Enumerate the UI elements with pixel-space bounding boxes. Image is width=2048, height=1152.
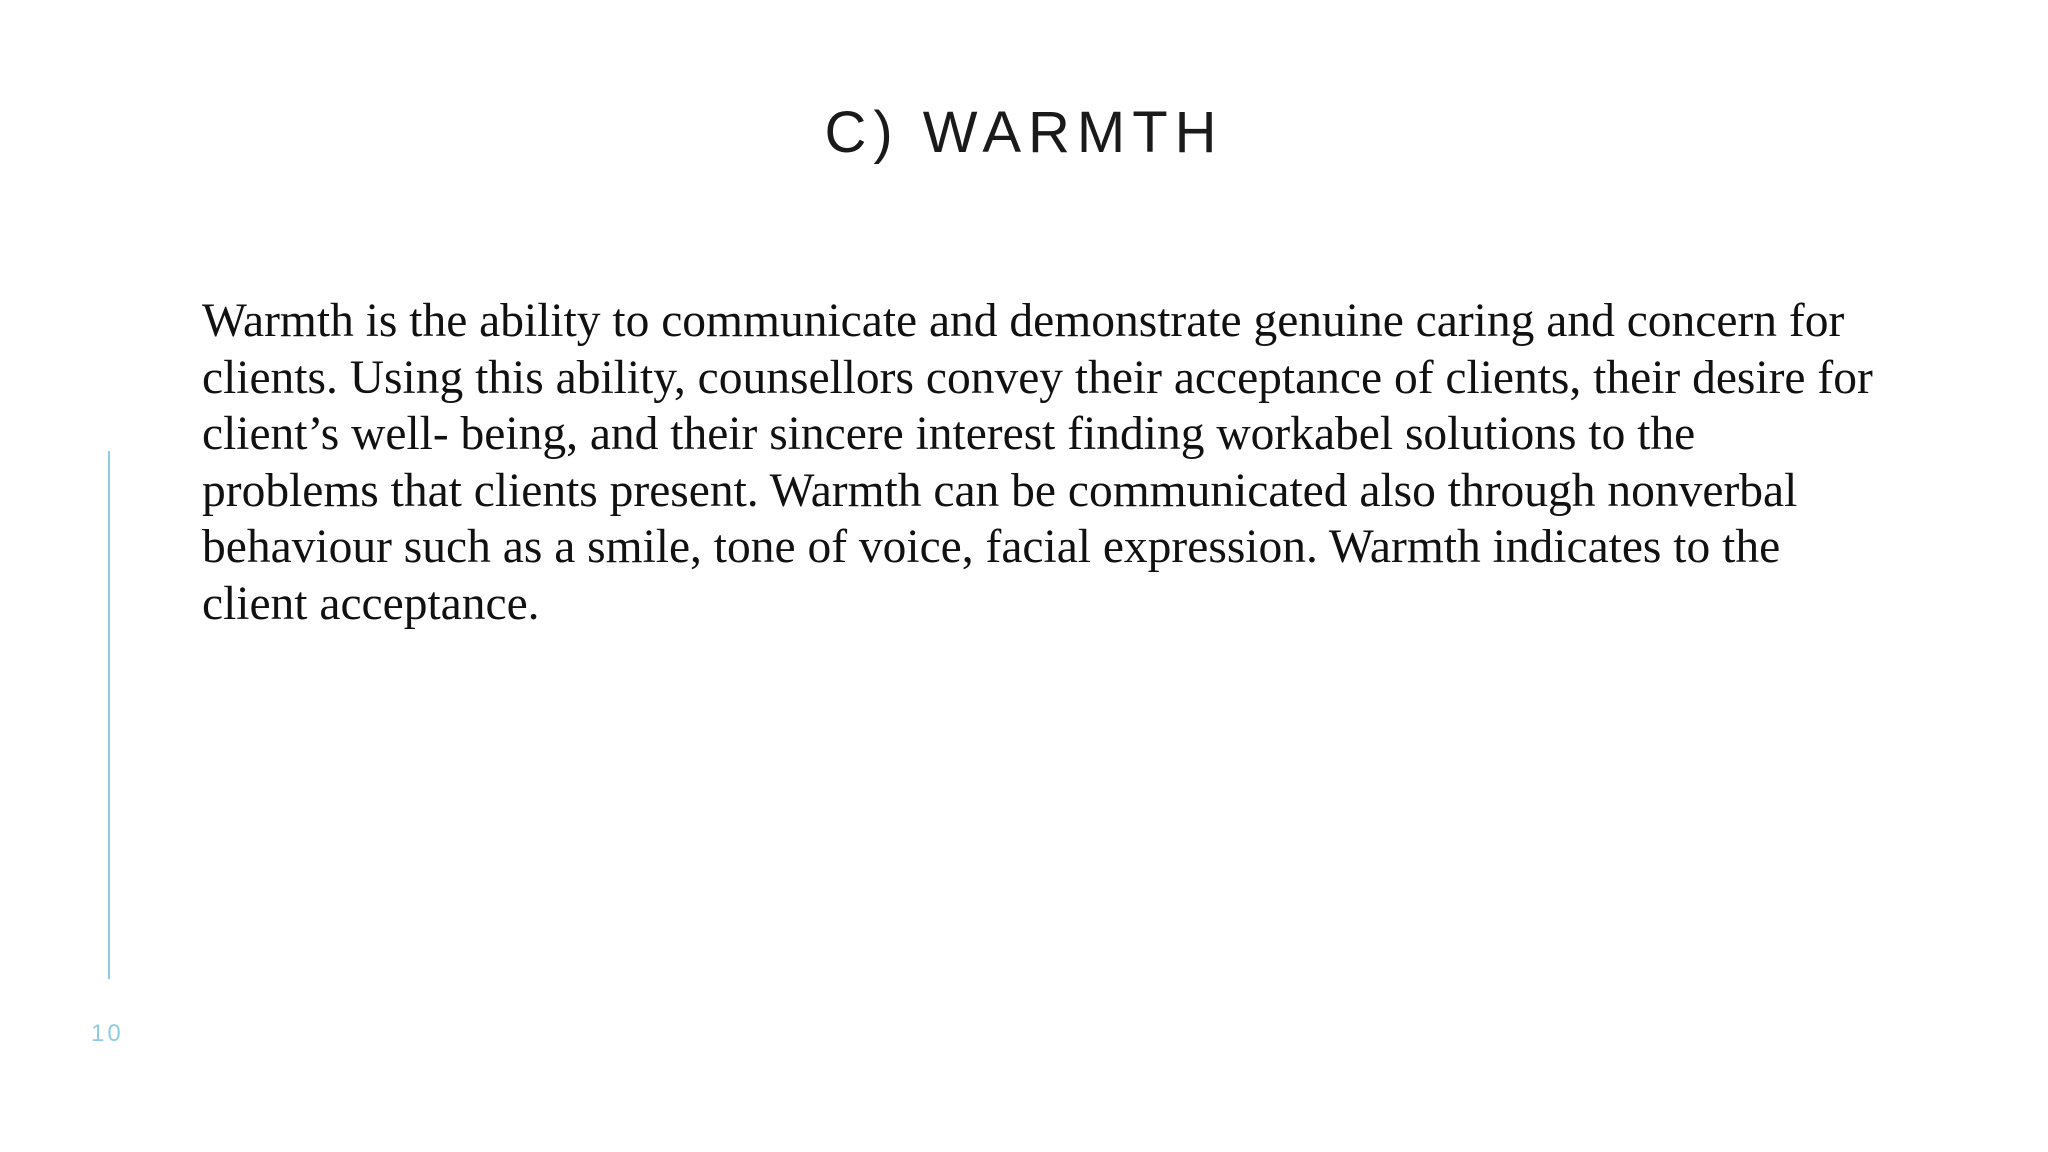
accent-line (108, 451, 110, 979)
slide-title: C) WARMTH (824, 100, 1224, 165)
slide-body-text: Warmth is the ability to communicate and demonstrate genuine caring and concern for clients. Using this ability, counsellors convey their acceptance of clients, their desire for client’s well- being, and their sincere interest finding workabel solutions to the problems that clients present. Warmth can be communicated also through nonverbal behaviour such as a smile, tone of voice, facial expression. Warmth indicates to the client acceptance. (202, 295, 1873, 630)
slide-number: 10 (91, 1020, 124, 1047)
